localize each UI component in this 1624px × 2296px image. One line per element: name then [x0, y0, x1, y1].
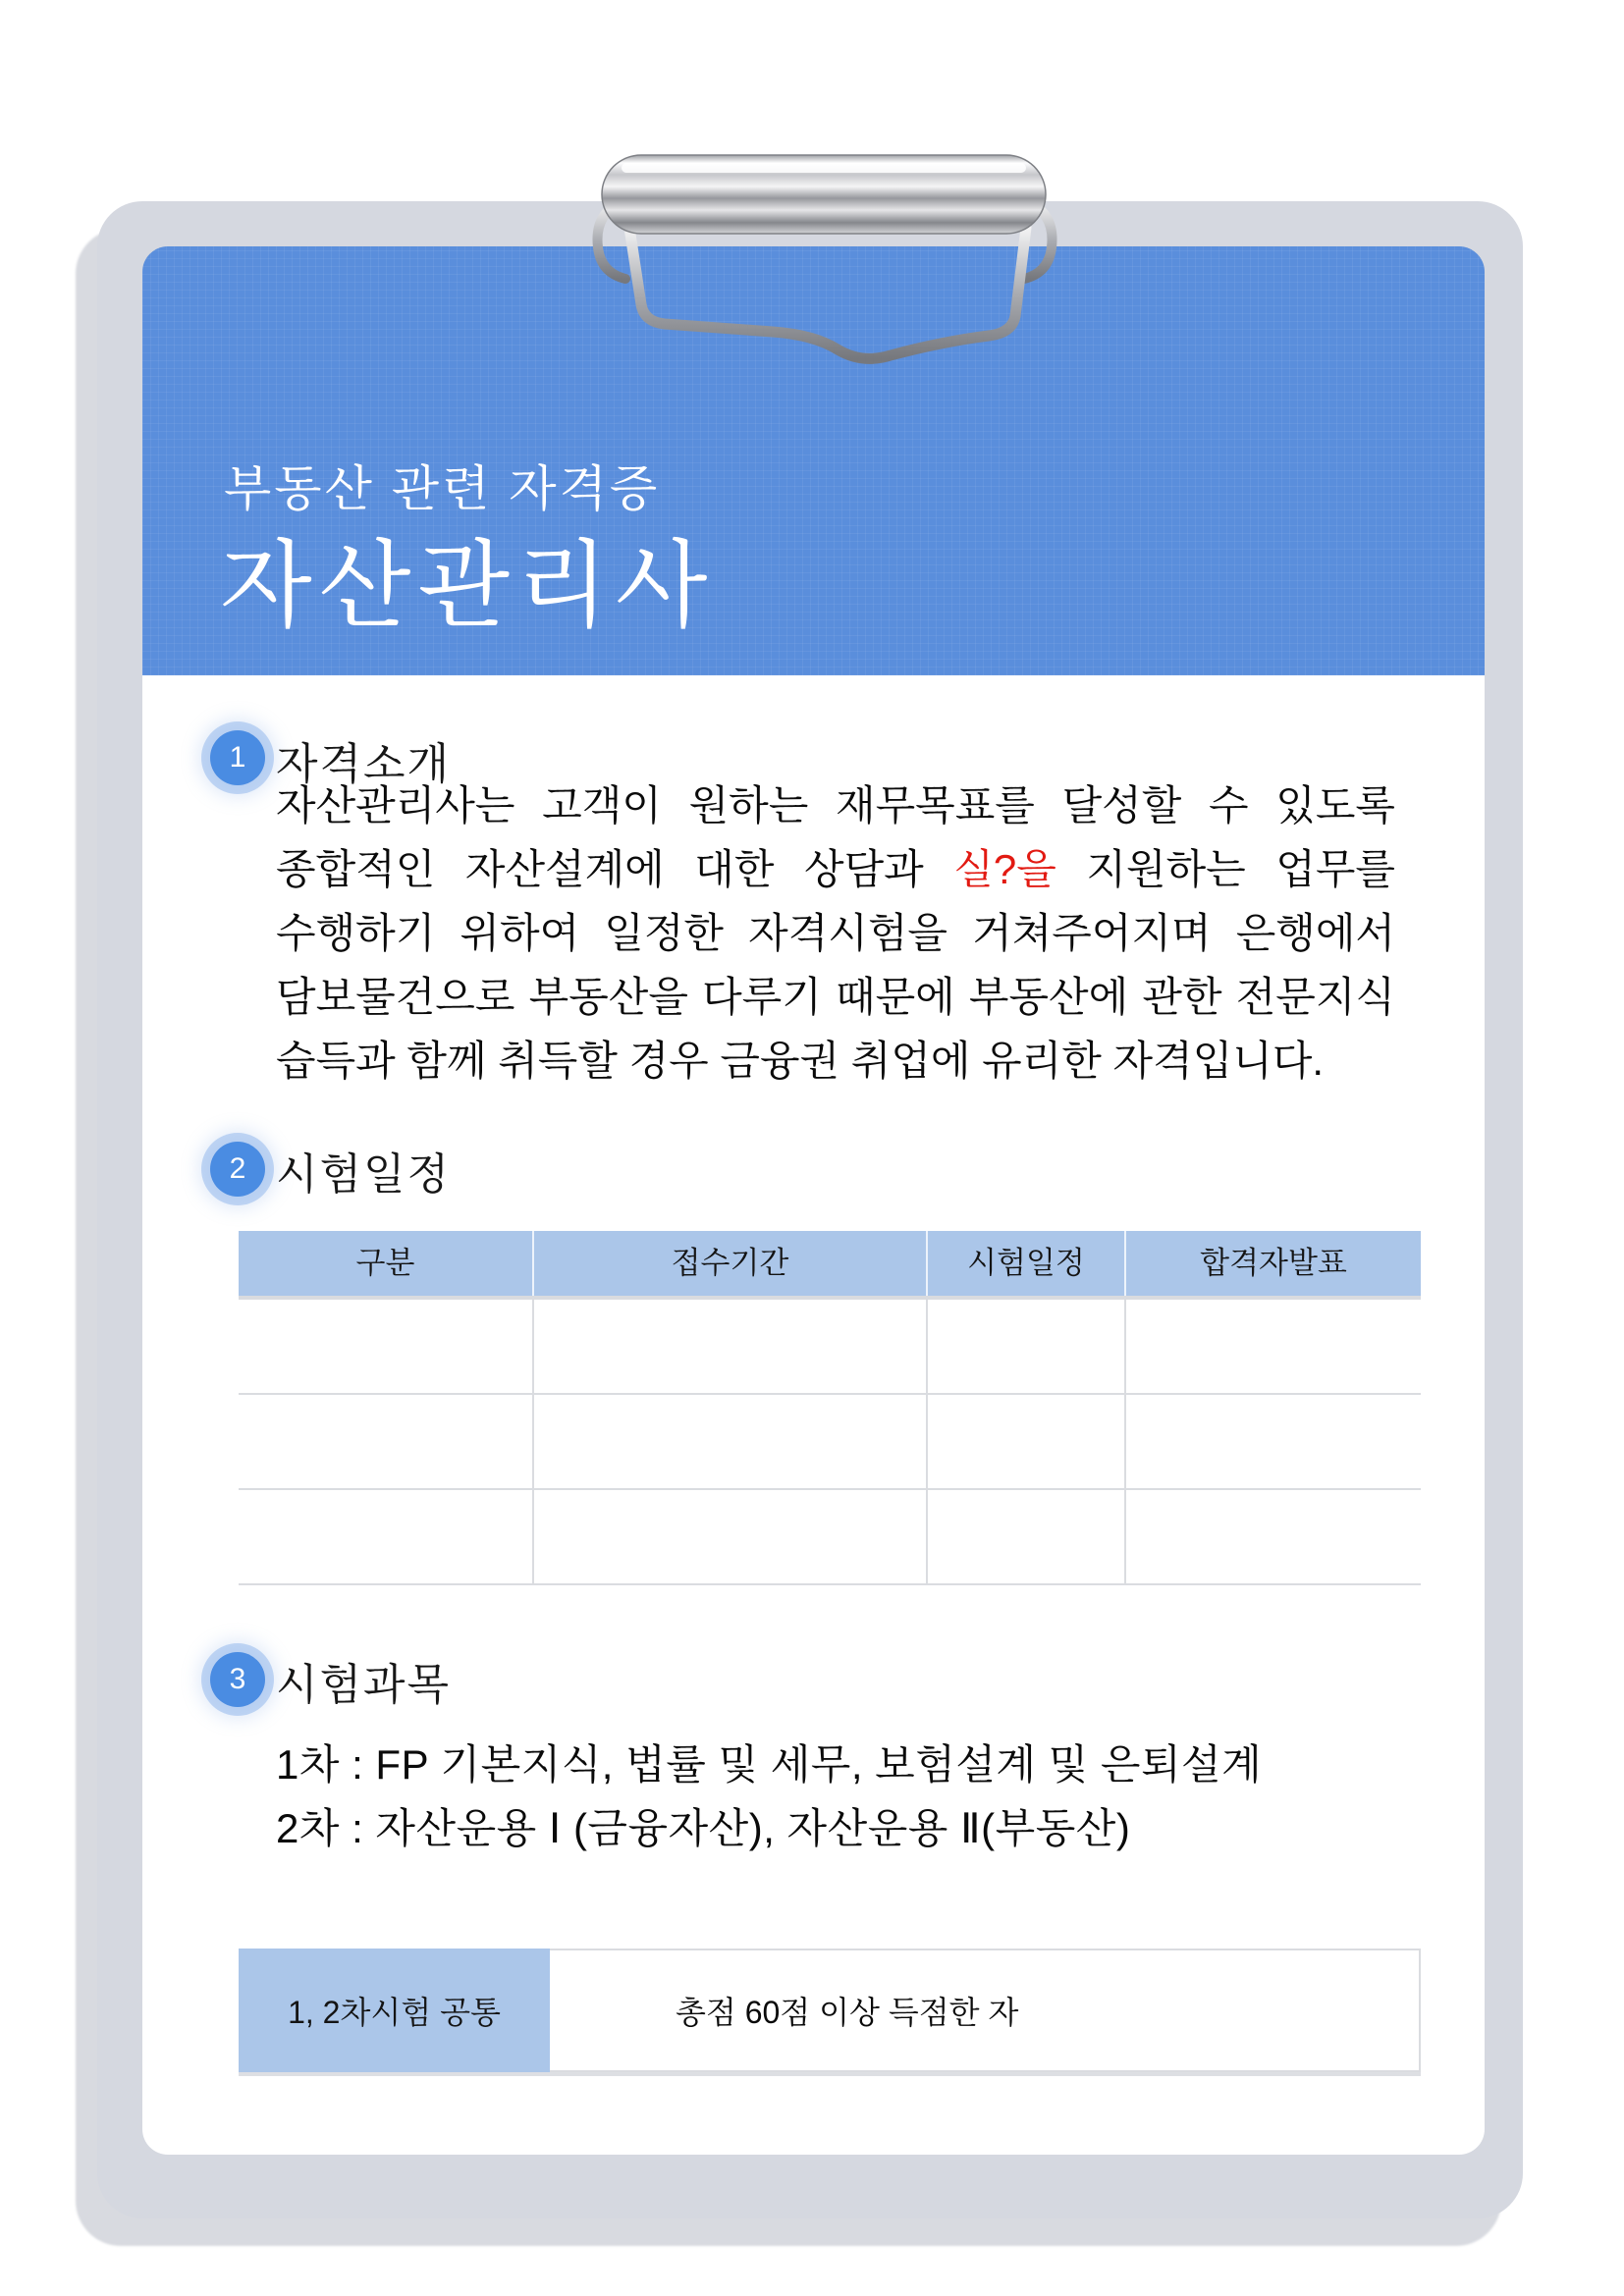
- section-1-badge: [210, 730, 265, 785]
- intro-line-4: 담보물건으로 부동산을 다루기 때문에 부동산에 관한 전문지식: [276, 974, 1395, 1020]
- table-cell: [1124, 1395, 1421, 1490]
- schedule-table-body: [239, 1300, 1421, 1585]
- intro-line-5: 습득과 함께 취득할 경우 금융권 취업에 유리한 자격입니다.: [276, 1038, 1325, 1084]
- table-cell: [926, 1490, 1124, 1585]
- page-title: 자산관리사: [220, 532, 715, 639]
- subjects-line-1: 1차 : FP 기본지식, 법률 및 세무, 보험설계 및 은퇴설계: [276, 1741, 1263, 1788]
- section-3-title: 시험과목: [276, 1661, 452, 1709]
- intro-line-2-after: 지원하는 업무를: [1056, 846, 1396, 892]
- intro-line-1: 자산관리사는 고객이 원하는 재무목표를 달성할 수 있도록: [276, 782, 1395, 828]
- pass-criteria-label: 1, 2차시험 공통: [239, 1949, 550, 2072]
- subjects-line-2: 2차 : 자산운용 Ⅰ (금융자산), 자산운용 Ⅱ(부동산): [276, 1805, 1131, 1851]
- table-cell: [239, 1300, 532, 1395]
- exam-schedule-table: [239, 1231, 1421, 1585]
- pass-criteria-table: [239, 1949, 1421, 2072]
- section-3-number: 3: [229, 1663, 246, 1695]
- schedule-table-header-row: [239, 1231, 1421, 1296]
- clipboard-clip: [565, 145, 1085, 371]
- table-cell: [926, 1300, 1124, 1395]
- section-1-number: 1: [229, 741, 246, 774]
- intro-red-text: 실?을: [953, 846, 1056, 892]
- banner-subtitle: 부동산 관련 자격증: [224, 461, 661, 516]
- section-3-badge: [210, 1652, 265, 1707]
- section-2-badge: [210, 1142, 265, 1197]
- table-cell: [239, 1395, 532, 1490]
- table-cell: [1124, 1300, 1421, 1395]
- section-2-number: 2: [229, 1152, 246, 1185]
- table-header-cell: 접수기간: [532, 1231, 926, 1296]
- table-header-cell: 구분: [355, 1246, 415, 1280]
- intro-line-3: 수행하기 위하여 일정한 자격시험을 거쳐주어지며 은행에서: [276, 910, 1395, 956]
- table-cell: [926, 1395, 1124, 1490]
- pass-criteria-value: 총점 60점 이상 득점한 자: [550, 1949, 1421, 2072]
- table-cell: [532, 1300, 926, 1395]
- intro-line-2: [276, 837, 1395, 901]
- intro-line-2-before: 종합적인 자산설계에 대한 상담과: [276, 846, 954, 892]
- table-cell: [239, 1490, 532, 1585]
- clip-wire: [629, 228, 1026, 358]
- section-1-title: 자격소개: [276, 740, 452, 788]
- table-cell: [532, 1490, 926, 1585]
- table-header-cell: 합격자발표: [1124, 1231, 1421, 1296]
- table-header-cell: 시험일정: [926, 1231, 1124, 1296]
- table-cell: [1124, 1490, 1421, 1585]
- table-cell: [532, 1395, 926, 1490]
- section-2-title: 시험일정: [276, 1150, 452, 1199]
- intro-paragraph: [276, 774, 1395, 1093]
